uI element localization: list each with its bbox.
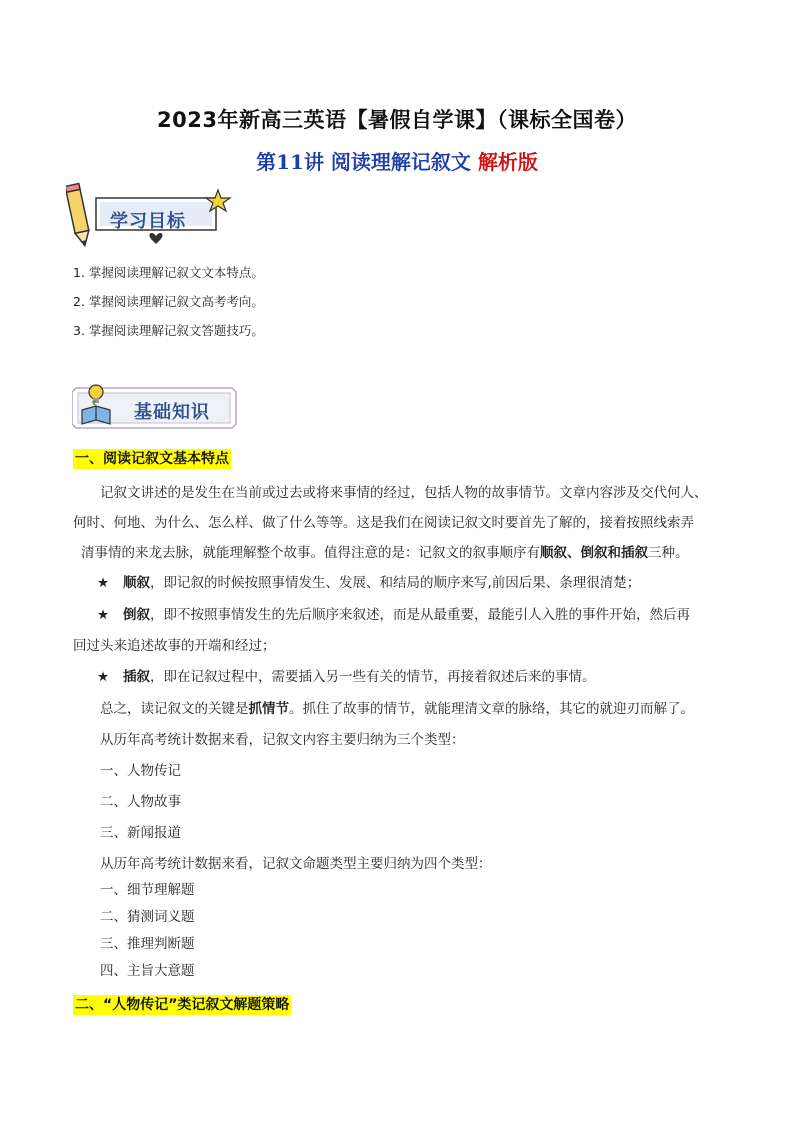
star-icon: ★ bbox=[97, 575, 110, 591]
question-type-item: 三、推理判断题 bbox=[100, 936, 195, 952]
goal-list bbox=[73, 262, 264, 349]
content-type-item: 三、新闻报道 bbox=[100, 825, 181, 841]
subtitle-version: 解析版 bbox=[477, 150, 538, 174]
question-type-item: 二、猜测词义题 bbox=[100, 909, 195, 925]
intro-line-1: 记叙文讲述的是发生在当前或过去或将来事情的经过，包括人物的故事情节。文章内容涉及交代何人、 bbox=[100, 485, 708, 501]
summary-paragraph: 总之，读记叙文的关键是抓情节。抓住了故事的情节，就能理清文章的脉络，其它的就迎刃而解了。 bbox=[100, 701, 694, 717]
daoxu-item-continued: 回过头来追述故事的开端和经过； bbox=[73, 638, 276, 654]
star-icon: ★ bbox=[97, 607, 110, 623]
question-type-item: 四、主旨大意题 bbox=[100, 963, 195, 979]
intro-line-2: 何时、何地、为什么、怎么样、做了什么等等。这是我们在阅读记叙文时要首先了解的，接着按照线索弄 bbox=[73, 515, 694, 531]
narrative-orders: 顺叙、倒叙和插叙 bbox=[540, 545, 648, 561]
document-subtitle bbox=[0, 146, 794, 175]
section-heading-1: 一、阅读记叙文基本特点 bbox=[75, 451, 229, 467]
intro-line-3: 清事情的来龙去脉，就能理解整个故事。值得注意的是：记叙文的叙事顺序有顺叙、倒叙和插叙三种。 bbox=[81, 545, 689, 561]
document-title: 2023年新高三英语【暑假自学课】（课标全国卷） bbox=[157, 108, 637, 132]
question-types-intro: 从历年高考统计数据来看，记叙文命题类型主要归纳为四个类型： bbox=[100, 856, 492, 872]
content-types-intro: 从历年高考统计数据来看，记叙文内容主要归纳为三个类型： bbox=[100, 732, 465, 748]
basic-knowledge-label: 基础知识 bbox=[134, 402, 210, 423]
learning-goal-label: 学习目标 bbox=[110, 211, 186, 232]
subtitle-lesson: 第11讲 阅读理解记叙文 bbox=[256, 150, 471, 174]
shunxu-item: ★ 顺叙，即记叙的时候按照事情发生、发展、和结局的顺序来写,前因后果、条理很清楚； bbox=[97, 575, 641, 591]
goal-item: 2. 掌握阅读理解记叙文高考考向。 bbox=[73, 294, 264, 309]
content-type-item: 一、人物传记 bbox=[100, 763, 181, 779]
question-type-item: 一、细节理解题 bbox=[100, 882, 195, 898]
section-heading-2: 二、“人物传记”类记叙文解题策略 bbox=[75, 997, 290, 1013]
basic-knowledge-banner bbox=[72, 380, 242, 440]
content-type-item: 二、人物故事 bbox=[100, 794, 181, 810]
goal-item: 3. 掌握阅读理解记叙文答题技巧。 bbox=[73, 323, 264, 338]
intro-paragraph bbox=[73, 478, 733, 568]
chaxu-item: ★ 插叙，即在记叙过程中，需要插入另一些有关的情节，再接着叙述后来的事情。 bbox=[97, 669, 596, 685]
star-icon: ★ bbox=[97, 669, 110, 685]
learning-goal-banner bbox=[66, 178, 236, 258]
goal-item: 1. 掌握阅读理解记叙文文本特点。 bbox=[73, 265, 264, 280]
daoxu-item: ★ 倒叙，即不按照事情发生的先后顺序来叙述，而是从最重要，最能引人入胜的事件开始，然后再 bbox=[97, 607, 690, 623]
